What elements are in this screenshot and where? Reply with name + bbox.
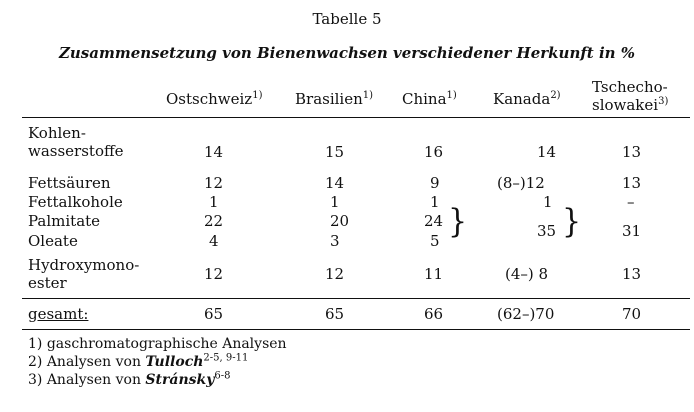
cell-kw-brasilien: 15 xyxy=(325,143,345,161)
cell-hy-tschechoslowakei: 13 xyxy=(622,265,642,283)
cell-fa-brasilien: 1 xyxy=(330,193,340,211)
header-rule xyxy=(22,117,690,118)
cell-fs-ostschweiz: 12 xyxy=(204,174,224,192)
row-label-fettsaeuren: Fettsäuren xyxy=(28,174,111,192)
cell-hy-china: 11 xyxy=(424,265,444,283)
cell-fa-tschechoslowakei: – xyxy=(627,193,635,211)
cell-hy-brasilien: 12 xyxy=(325,265,345,283)
footnote-3: 3) Analysen von Stránsky$^{6-8}$ xyxy=(28,370,231,388)
cell-total-china: 66 xyxy=(424,305,444,323)
row-label-oleate: Oleate xyxy=(28,232,78,250)
cell-total-ostschweiz: 65 xyxy=(204,305,224,323)
col-header-kanada: Kanada$^{2)}$ xyxy=(493,90,561,108)
col-header-tschechoslowakei: Tschecho- slowakei$^{3)}$ xyxy=(592,78,669,114)
cell-pa-brasilien: 20 xyxy=(330,212,350,230)
cell-hy-kanada: (4–) 8 xyxy=(505,265,549,283)
cell-total-tschechoslowakei: 70 xyxy=(622,305,642,323)
cell-hy-ostschweiz: 12 xyxy=(204,265,224,283)
cell-pa-ostschweiz: 22 xyxy=(204,212,224,230)
row-label-palmitate: Palmitate xyxy=(28,212,101,230)
cell-kw-kanada: 14 xyxy=(537,143,557,161)
footnote-2: 2) Analysen von Tulloch$^{2-5, 9-11}$ xyxy=(28,352,249,370)
cell-kw-tschechoslowakei: 13 xyxy=(622,143,642,161)
footnote-1: 1) gaschromatographische Analysen xyxy=(28,336,287,352)
cell-fs-brasilien: 14 xyxy=(325,174,345,192)
table-caption: Tabelle 5 xyxy=(312,10,382,28)
brace-kanada: } xyxy=(562,202,582,241)
bottom-rule xyxy=(22,329,690,330)
cell-ol-china: 5 xyxy=(430,232,440,250)
cell-pa-ol-tschechoslowakei: 31 xyxy=(622,222,642,240)
total-rule xyxy=(22,298,690,299)
cell-ol-brasilien: 3 xyxy=(330,232,340,250)
row-label-hydroxymonoester: Hydroxymono- ester xyxy=(28,256,140,292)
cell-total-brasilien: 65 xyxy=(325,305,345,323)
cell-fa-kanada: 1 xyxy=(543,193,553,211)
brace-china: } xyxy=(448,202,468,241)
cell-fs-china: 9 xyxy=(430,174,440,192)
row-label-kohlenwasserstoffe: Kohlen- wasserstoffe xyxy=(28,124,124,160)
table-subtitle: Zusammensetzung von Bienenwachsen verschiedener Herkunft in % xyxy=(58,44,636,62)
col-header-china: China$^{1)}$ xyxy=(402,90,457,108)
col-header-brasilien: Brasilien$^{1)}$ xyxy=(295,90,374,108)
cell-pa-ol-kanada: 35 xyxy=(537,222,557,240)
cell-kw-china: 16 xyxy=(424,143,444,161)
cell-ol-ostschweiz: 4 xyxy=(209,232,219,250)
row-label-gesamt: gesamt: xyxy=(28,305,89,323)
cell-kw-ostschweiz: 14 xyxy=(204,143,224,161)
row-label-fettalkohole: Fettalkohole xyxy=(28,193,123,211)
cell-fs-tschechoslowakei: 13 xyxy=(622,174,642,192)
cell-fs-kanada: (8–)12 xyxy=(497,174,545,192)
cell-total-kanada: (62–)70 xyxy=(497,305,555,323)
cell-pa-china: 24 xyxy=(424,212,444,230)
cell-fa-china: 1 xyxy=(430,193,440,211)
cell-fa-ostschweiz: 1 xyxy=(209,193,219,211)
col-header-ostschweiz: Ostschweiz$^{1)}$ xyxy=(166,90,263,108)
